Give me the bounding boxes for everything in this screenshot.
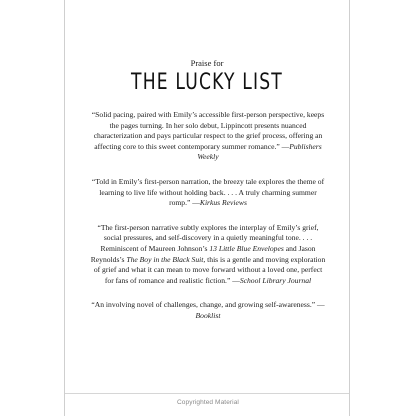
quote-text: “Told in Emily’s first-person narration, the breezy tale explores the theme of learning to live life without holding back. . . . A truly charming summer romp.” — <box>91 176 325 208</box>
quote-text: , this is a gentle and moving exploration of grief and what it can mean to move forward without a loved one, perfect for fans of romance and realistic fiction.” — <box>93 254 326 285</box>
review-quote-kirkus <box>89 177 327 209</box>
review-quote-publishers-weekly <box>89 110 327 163</box>
review-quotes <box>89 110 327 336</box>
copyright-watermark-bottom: Copyrighted Material <box>177 399 239 406</box>
review-quote-booklist <box>89 300 327 321</box>
quote-text: “Solid pacing, paired with Emily’s accessible first-person perspective, keeps the pages turning. In her solo debut, Lippincott presents nuanced characterization and pays particular respect to the grief process, offering an affecting core to this sweet contemporary summer romance.” — <box>91 110 325 151</box>
praise-for-heading: Praise for <box>190 58 224 68</box>
quote-attribution: Kirkus Reviews <box>199 198 247 208</box>
quote-text: “An involving novel of challenges, change, and growing self-awareness.” — <box>91 300 325 310</box>
book-reference-title: 13 Little Blue Envelopes <box>209 243 284 253</box>
quote-attribution: School Library Journal <box>239 275 312 285</box>
quote-attribution: Booklist <box>195 310 221 320</box>
book-reference-title: The Boy in the Black Suit <box>126 254 204 264</box>
book-title: THE LUCKY LIST <box>131 70 283 95</box>
book-page <box>64 0 350 416</box>
quote-attribution: Publishers Weekly <box>197 141 322 162</box>
review-quote-school-library-journal <box>89 223 327 287</box>
quote-text: and Jason Reynolds’s <box>90 243 316 264</box>
quote-text: “The first-person narrative subtly explores the interplay of Emily’s grief, social pressures, and self-discovery in a quietly meaningful tone. . . . Reminiscent of Maureen Johnson’s <box>97 222 319 253</box>
